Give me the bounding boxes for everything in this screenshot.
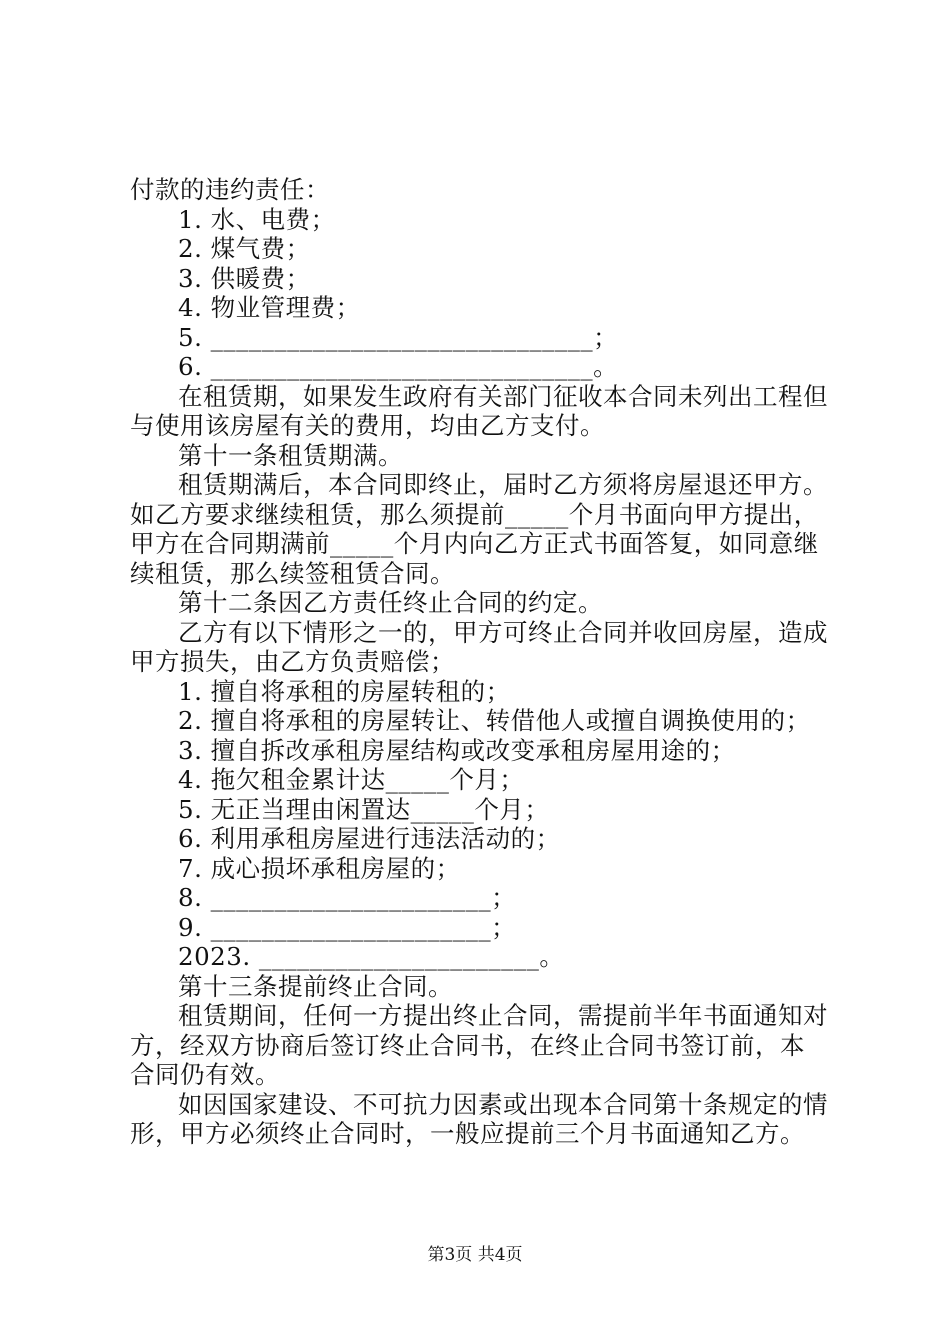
paragraph-line: 如乙方要求继续租赁，那么须提前_____个月书面向甲方提出， bbox=[130, 499, 819, 529]
list-item: 5. ______________________________； bbox=[178, 322, 619, 352]
clause-heading: 第十二条因乙方责任终止合同的约定。 bbox=[178, 588, 603, 617]
list-item: 3. 供暖费； bbox=[178, 263, 311, 293]
list-item: 8. ______________________； bbox=[178, 883, 517, 912]
list-item: 4. 拖欠租金累计达_____个月； bbox=[178, 765, 525, 794]
paragraph-line: 在租赁期，如果发生政府有关部门征收本合同未列出工程但 bbox=[178, 381, 828, 411]
list-item: 2023. ______________________。 bbox=[178, 942, 565, 971]
list-item: 6. 利用承租房屋进行违法活动的； bbox=[178, 824, 561, 853]
list-item: 7. 成心损坏承租房屋的； bbox=[178, 853, 461, 883]
paragraph-line: 合同仍有效。 bbox=[130, 1060, 280, 1089]
list-item: 1. 水、电费； bbox=[178, 204, 336, 234]
clause-heading: 第十三条提前终止合同。 bbox=[178, 971, 453, 1001]
paragraph-line: 如因国家建设、不可抗力因素或出现本合同第十条规定的情 bbox=[178, 1089, 828, 1119]
list-item: 5. 无正当理由闲置达_____个月； bbox=[178, 794, 550, 824]
paragraph-line: 续租赁，那么续签租赁合同。 bbox=[130, 558, 455, 588]
list-item: 3. 擅自拆改承租房屋结构或改变承租房屋用途的； bbox=[178, 735, 736, 765]
paragraph-line: 甲方损失，由乙方负责赔偿； bbox=[130, 647, 455, 676]
list-item: 4. 物业管理费； bbox=[178, 293, 361, 322]
paragraph-line: 方，经双方协商后签订终止合同书，在终止合同书签订前，本 bbox=[130, 1030, 805, 1060]
paragraph-line: 租赁期满后，本合同即终止，届时乙方须将房屋退还甲方。 bbox=[178, 470, 828, 499]
page-footer: 第3页 共4页 bbox=[427, 1245, 523, 1265]
paragraph-line: 租赁期间，任何一方提出终止合同，需提前半年书面通知对 bbox=[178, 1001, 828, 1030]
list-item: 2. 煤气费； bbox=[178, 234, 311, 263]
list-item: 2. 擅自将承租的房屋转让、转借他人或擅自调换使用的； bbox=[178, 706, 811, 735]
list-item: 6. ______________________________。 bbox=[178, 352, 619, 381]
clause-heading: 第十一条租赁期满。 bbox=[178, 440, 403, 470]
paragraph-line: 甲方在合同期满前_____个月内向乙方正式书面答复，如同意继 bbox=[130, 529, 819, 558]
list-item: 9. ______________________； bbox=[178, 912, 517, 942]
text-line: 付款的违约责任： bbox=[130, 175, 330, 204]
paragraph-line: 形，甲方必须终止合同时，一般应提前三个月书面通知乙方。 bbox=[130, 1119, 805, 1148]
paragraph-line: 乙方有以下情形之一的，甲方可终止合同并收回房屋，造成 bbox=[178, 617, 828, 647]
list-item: 1. 擅自将承租的房屋转租的； bbox=[178, 676, 511, 706]
paragraph-line: 与使用该房屋有关的费用，均由乙方支付。 bbox=[130, 411, 605, 440]
